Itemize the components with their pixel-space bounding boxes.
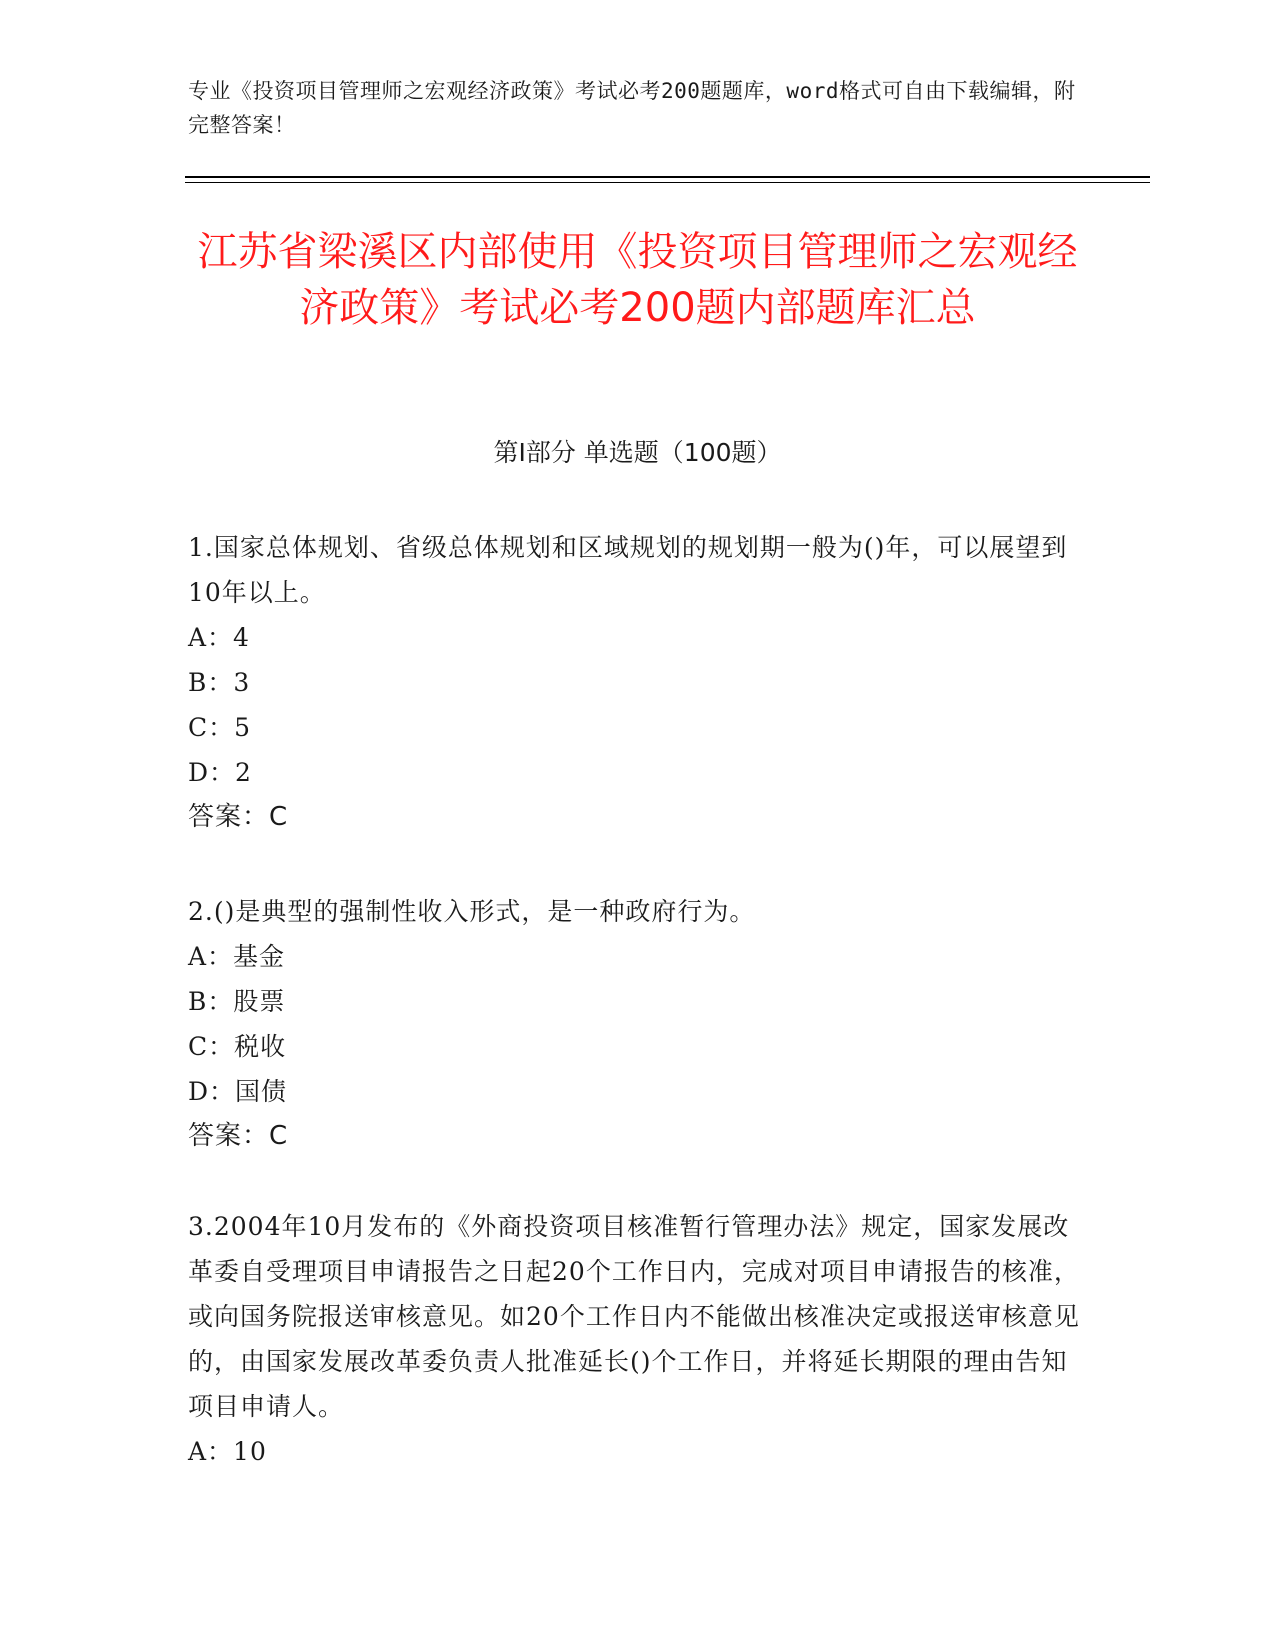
option-a: A：10 xyxy=(188,1437,267,1466)
answer: 答案：C xyxy=(188,1121,289,1151)
question-3 xyxy=(188,1204,1088,1474)
section-title: 第I部分 单选题（100题） xyxy=(493,438,782,467)
option-d: D：国债 xyxy=(188,1077,288,1106)
option-b: B：3 xyxy=(188,668,251,697)
question-2 xyxy=(188,889,1088,1159)
header-note: 专业《投资项目管理师之宏观经济政策》考试必考200题题库，word格式可自由下载编辑，附完整答案！ xyxy=(188,79,1076,137)
header-rule-thick xyxy=(185,176,1150,178)
option-a: A：基金 xyxy=(188,942,286,971)
option-b: B：股票 xyxy=(188,987,286,1016)
header-rule-thin xyxy=(185,182,1150,183)
question-stem: 2.()是典型的强制性收入形式，是一种政府行为。 xyxy=(188,897,756,926)
question-stem: 1.国家总体规划、省级总体规划和区域规划的规划期一般为()年，可以展望到10年以上。 xyxy=(188,533,1068,607)
answer: 答案：C xyxy=(188,802,289,832)
option-c: C：5 xyxy=(188,713,252,742)
option-d: D：2 xyxy=(188,758,252,787)
option-c: C：税收 xyxy=(188,1032,287,1061)
question-1 xyxy=(188,525,1088,840)
document-title: 江苏省梁溪区内部使用《投资项目管理师之宏观经济政策》考试必考200题内部题库汇总 xyxy=(197,229,1078,331)
option-a: A：4 xyxy=(188,623,250,652)
question-stem: 3.2004年10月发布的《外商投资项目核准暂行管理办法》规定，国家发展改革委自受理项目申请报告之日起20个工作日内，完成对项目申请报告的核准，或向国务院报送审核意见。如20个工作日内不能做出核准决定或报送审核意见的，由国家发展改革委负责人批准延长()个工作日，并将延长期限的理由告知项目申请人。 xyxy=(188,1212,1080,1421)
